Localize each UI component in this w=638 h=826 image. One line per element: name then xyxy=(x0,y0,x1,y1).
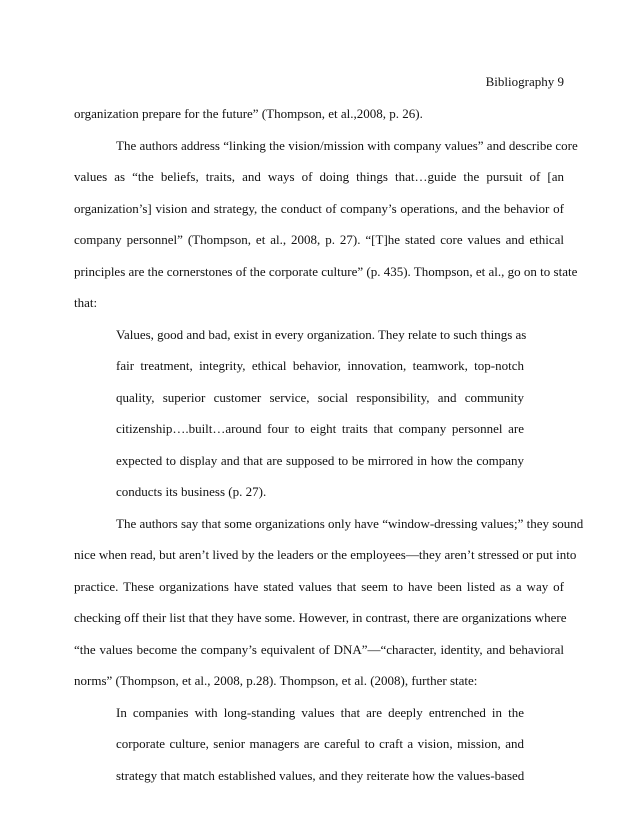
text-line: company personnel” (Thompson, et al., 2008, p. 27). “[T]he stated core values and ethical xyxy=(74,232,564,247)
text-line: The authors address “linking the vision/mission with company values” and describe core xyxy=(116,137,578,153)
quote-line: In companies with long-standing values that are deeply entrenched in the xyxy=(116,704,524,720)
quote-line: strategy that match established values, and they reiterate how the values-based xyxy=(116,767,525,783)
text-line: “the values become the company’s equivalent of DNA”—“character, identity, and behavioral xyxy=(74,641,564,657)
text-line: organization’s] vision and strategy, the conduct of company’s operations, and the behavior of xyxy=(74,200,564,216)
text-line: that: xyxy=(74,295,98,310)
quote-line: fair treatment, integrity, ethical behavior, innovation, teamwork, top-notch xyxy=(116,358,524,373)
text-line: norms” (Thompson, et al., 2008, p.28). Thompson, et al. (2008), further state: xyxy=(74,673,478,688)
quote-line: expected to display and that are supposed to be mirrored in how the company xyxy=(116,452,524,468)
paragraph-core-values xyxy=(74,130,578,319)
quote-line: corporate culture, senior managers are careful to craft a vision, mission, and xyxy=(116,736,524,751)
block-quote-long-standing xyxy=(74,697,564,792)
text-line: organization prepare for the future” (Thompson, et al.,2008, p. 26). xyxy=(74,106,423,121)
text-line: The authors say that some organizations only have “window-dressing values;” they sound xyxy=(116,515,584,531)
quote-line: quality, superior customer service, social responsibility, and community xyxy=(116,389,524,405)
quote-line: Values, good and bad, exist in every organization. They relate to such things as xyxy=(116,326,527,342)
text-line: values as “the beliefs, traits, and ways of doing things that…guide the pursuit of [an xyxy=(74,169,564,184)
body-text xyxy=(74,98,584,791)
block-quote-values xyxy=(74,319,564,508)
text-line: checking off their list that they have some. However, in contrast, there are organizations where xyxy=(74,610,567,625)
quote-line: conducts its business (p. 27). xyxy=(116,484,267,499)
text-line: practice. These organizations have stated values that seem to have been listed as a way of xyxy=(74,578,564,594)
quote-line: citizenship….built…around four to eight traits that company personnel are xyxy=(116,421,524,436)
paragraph-continuation xyxy=(74,98,564,130)
text-line: nice when read, but aren’t lived by the leaders or the employees—they aren’t stressed or put into xyxy=(74,547,577,562)
text-line: principles are the cornerstones of the corporate culture” (p. 435). Thompson, et al., go on to state xyxy=(74,263,578,279)
paragraph-window-dressing xyxy=(74,508,584,697)
running-head: Bibliography 9 xyxy=(485,74,564,89)
